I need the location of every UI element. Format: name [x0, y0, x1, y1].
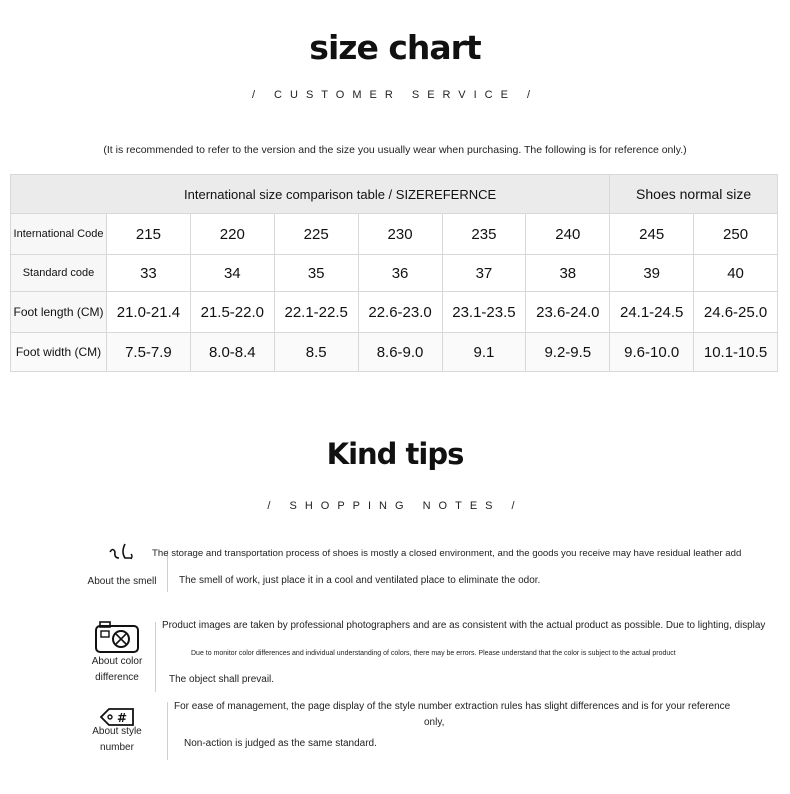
table-cell: 21.5-22.0 — [190, 292, 274, 333]
table-row — [11, 292, 778, 333]
tip-style-icon-col — [72, 706, 162, 756]
kind-tips-title: Kind tips — [326, 437, 464, 471]
table-row — [11, 255, 778, 292]
svg-text:#: # — [117, 711, 128, 725]
tip-divider — [167, 702, 168, 760]
table-cell: 8.6-9.0 — [358, 333, 442, 372]
table-cell: 250 — [694, 214, 778, 255]
tip-color-text-2: Due to monitor color differences and individual understanding of colors, there may be errors. Please understand that the color is subject to the actual product — [191, 650, 676, 657]
tip-color-icon-col — [72, 620, 162, 686]
customer-service-subtitle: / CUSTOMER SERVICE / — [251, 89, 539, 101]
camera-icon — [93, 620, 141, 654]
size-comparison-table — [10, 174, 778, 372]
table-header-row — [11, 175, 778, 214]
table-cell: 22.6-23.0 — [358, 292, 442, 333]
normal-size-label: Shoes normal size — [610, 175, 778, 214]
table-row — [11, 214, 778, 255]
table-cell: 22.1-22.5 — [274, 292, 358, 333]
tip-color-label-1: About color — [91, 656, 143, 667]
table-cell: 8.5 — [274, 333, 358, 372]
table-cell: 9.2-9.5 — [526, 333, 610, 372]
tip-smell-label: About the smell — [87, 576, 157, 587]
table-cell: 36 — [358, 255, 442, 292]
table-cell: 245 — [610, 214, 694, 255]
row-label-international-code: International Code — [11, 214, 107, 255]
tip-smell-text-2: The smell of work, just place it in a cool and ventilated place to eliminate the odor. — [179, 575, 541, 586]
table-cell: 40 — [694, 255, 778, 292]
tip-smell-text-1: The storage and transportation process of shoes is mostly a closed environment, and the goods you receive may have residual leather add — [152, 548, 742, 559]
table-cell: 34 — [190, 255, 274, 292]
table-cell: 9.6-10.0 — [610, 333, 694, 372]
table-cell: 235 — [442, 214, 526, 255]
table-cell: 230 — [358, 214, 442, 255]
reference-note: (It is recommended to refer to the version and the size you usually wear when purchasing. The following is for reference only.) — [103, 144, 687, 156]
table-cell: 23.6-24.0 — [526, 292, 610, 333]
table-cell: 10.1-10.5 — [694, 333, 778, 372]
tip-style-label-2: number — [100, 742, 134, 753]
table-cell: 24.1-24.5 — [610, 292, 694, 333]
table-cell: 24.6-25.0 — [694, 292, 778, 333]
row-label-standard-code: Standard code — [11, 255, 107, 292]
table-cell: 9.1 — [442, 333, 526, 372]
table-cell: 7.5-7.9 — [107, 333, 191, 372]
tip-style-text-1: For ease of management, the page display of the style number extraction rules has slight differences and is for your reference — [174, 701, 731, 712]
table-cell: 39 — [610, 255, 694, 292]
table-title: International size comparison table / SIZEREFERNCE — [11, 175, 610, 214]
shopping-notes-subtitle: / SHOPPING NOTES / — [267, 500, 523, 512]
table-cell: 240 — [526, 214, 610, 255]
size-chart-title: size chart — [309, 28, 481, 67]
tip-style-text-2: Non-action is judged as the same standard. — [184, 738, 377, 749]
table-cell: 37 — [442, 255, 526, 292]
tip-style-text-1b: only, — [424, 717, 445, 728]
table-cell: 215 — [107, 214, 191, 255]
tip-style-label-1: About style — [92, 726, 142, 737]
tip-divider — [155, 622, 156, 692]
tip-color-text-1: Product images are taken by professional photographers and are as consistent with the actual product as possible. Due to lighting, display — [162, 620, 766, 631]
row-label-foot-width: Foot width (CM) — [11, 333, 107, 372]
table-cell: 220 — [190, 214, 274, 255]
table-cell: 225 — [274, 214, 358, 255]
table-row — [11, 333, 778, 372]
table-cell: 38 — [526, 255, 610, 292]
table-cell: 23.1-23.5 — [442, 292, 526, 333]
table-cell: 35 — [274, 255, 358, 292]
tip-color-text-3: The object shall prevail. — [169, 674, 275, 685]
smell-icon — [104, 540, 140, 566]
table-cell: 8.0-8.4 — [190, 333, 274, 372]
row-label-foot-length: Foot length (CM) — [11, 292, 107, 333]
tip-color-label-2: difference — [95, 672, 139, 683]
table-cell: 21.0-21.4 — [107, 292, 191, 333]
table-cell: 33 — [107, 255, 191, 292]
